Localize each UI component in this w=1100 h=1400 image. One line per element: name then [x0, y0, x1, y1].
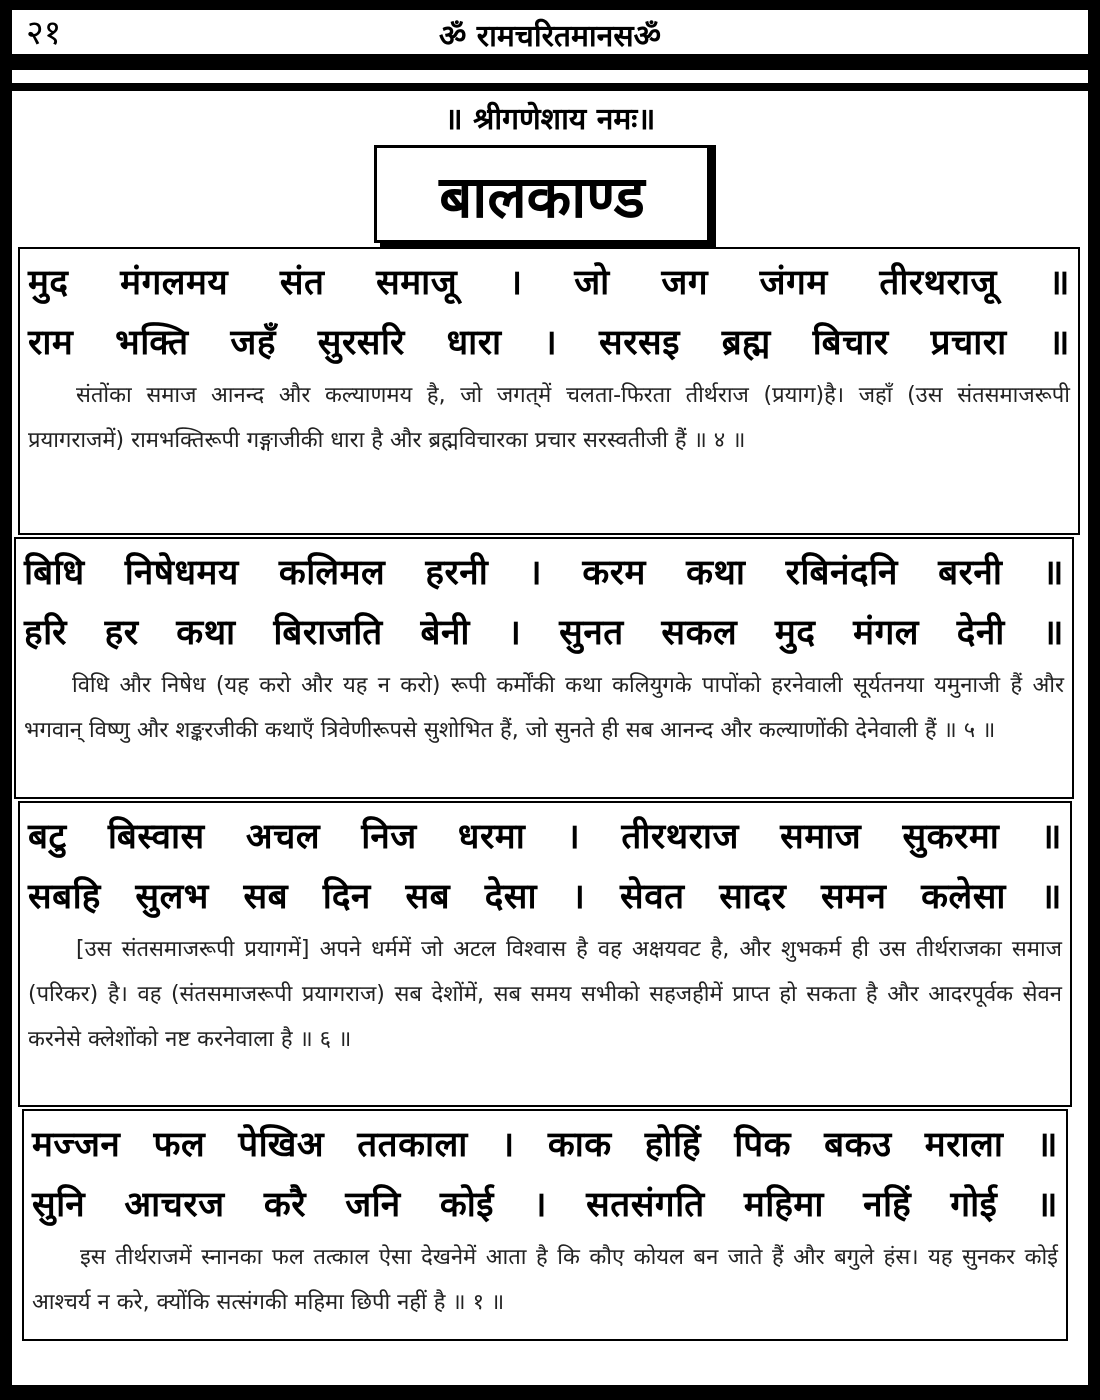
- verse-block: [18, 801, 1072, 1107]
- verse-meaning: [24, 663, 1064, 753]
- verse-line: राम भक्ति जहँ सुरसरि धारा । सरसइ ब्रह्म बिचार प्रचारा ॥: [28, 323, 1070, 363]
- invocation: ॥ श्रीगणेशाय नमः॥: [444, 102, 656, 137]
- verse-line: मुद मंगलमय संत समाजू । जो जग जंगम तीरथराजू ॥: [28, 263, 1070, 303]
- verse-meaning: [28, 927, 1062, 1062]
- verse-block: [22, 1109, 1068, 1341]
- kand-title: बालकाण्ड: [439, 162, 645, 231]
- verse-line: मज्जन फल पेखिअ ततकाला । काक होहिं पिक बकउ मराला ॥: [32, 1125, 1058, 1165]
- verse-line: सबहि सुलभ सब दिन सब देसा । सेवत सादर समन कलेसा ॥: [28, 877, 1062, 917]
- verse-block: [14, 537, 1074, 799]
- meaning-text: संतोंका समाज आनन्द और कल्याणमय है, जो जगत्‌में चलता-फिरता तीर्थराज (प्रयाग)है। जहाँ (उस संतसमाजरूपी प्रयागराजमें) रामभक्तिरूपी गङ्गाजीकी धारा है और ब्रह्मविचारका प्रचार सरस्वतीजी हैं ॥ ४ ॥: [28, 383, 1070, 453]
- verse-line: बटु बिस्वास अचल निज धरमा । तीरथराज समाज सुकरमा ॥: [28, 817, 1062, 857]
- book-title: ॐ रामचरितमानसॐ: [439, 19, 661, 54]
- page-header: [12, 10, 1088, 54]
- verse-line: सुनि आचरज करै जनि कोई । सतसंगति महिमा नहिं गोई ॥: [32, 1185, 1058, 1225]
- verse-meaning: [28, 373, 1070, 463]
- page-number: २१: [26, 13, 62, 53]
- meaning-text: इस तीर्थराजमें स्नानका फल तत्काल ऐसा देखनेमें आता है कि कौए कोयल बन जाते हैं और बगुले हंस। यह सुनकर कोई आश्चर्य न करे, क्योंकि सत्संगकी महिमा छिपी नहीं है ॥ १ ॥: [32, 1245, 1058, 1315]
- meaning-text: विधि और निषेध (यह करो और यह न करो) रूपी कर्मोंकी कथा कलियुगके पापोंको हरनेवाली सूर्यतनया यमुनाजी हैं और भगवान् विष्णु और शङ्करजीकी कथाएँ त्रिवेणीरूपसे सुशोभित हैं, जो सुनते ही सब आनन्द और कल्याणोंकी देनेवाली हैं ॥ ५ ॥: [24, 673, 1064, 743]
- verse-meaning: [32, 1235, 1058, 1325]
- meaning-text: [उस संतसमाजरूपी प्रयागमें] अपने धर्ममें जो अटल विश्वास है वह अक्षयवट है, और शुभकर्म ही उस तीर्थराजका समाज (परिकर) है। वह (संतसमाजरूपी प्रयागराज) सब देशोंमें, सब समय सभीको सहजहीमें प्राप्त हो सकता है और आदरपूर्वक सेवन करनेसे क्लेशोंको नष्ट करनेवाला है ॥ ६ ॥: [28, 937, 1062, 1052]
- header-divider: [12, 70, 1088, 83]
- kand-title-box: [374, 145, 710, 243]
- page-content: [12, 91, 1088, 1385]
- verse-line: हरि हर कथा बिराजति बेनी । सुनत सकल मुद मंगल देनी ॥: [24, 613, 1064, 653]
- verse-line: बिधि निषेधमय कलिमल हरनी । करम कथा रबिनंदनि बरनी ॥: [24, 553, 1064, 593]
- verse-block: [18, 247, 1080, 535]
